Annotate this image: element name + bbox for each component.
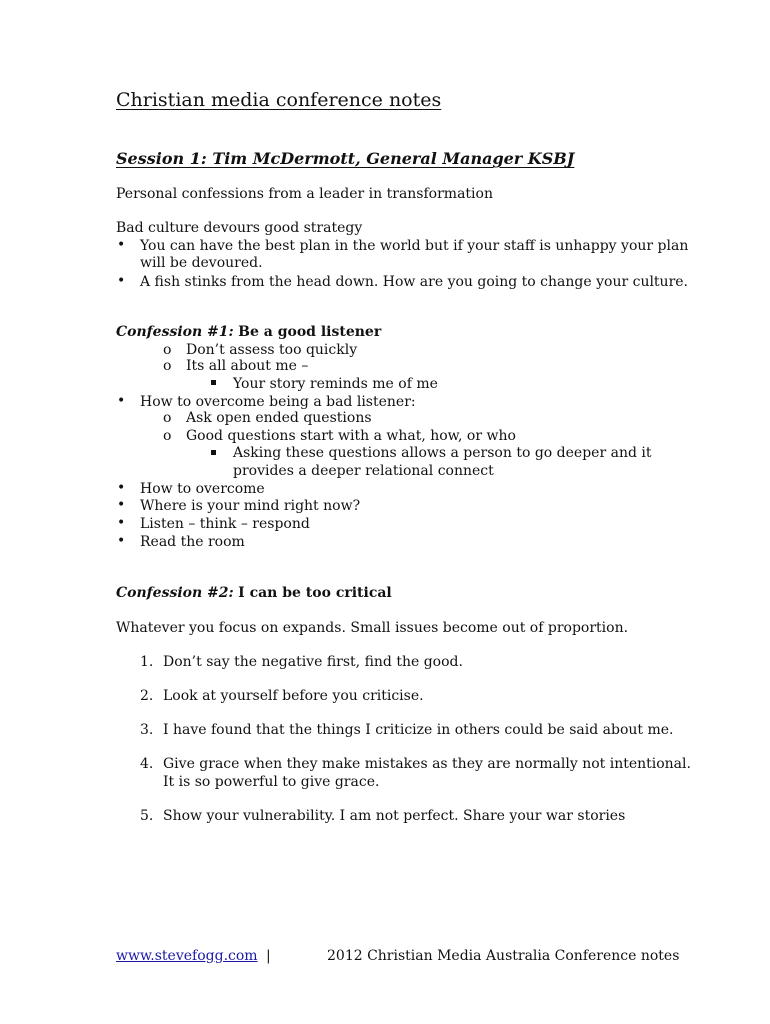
confession-2-intro: Whatever you focus on expands. Small issues become out of proportion. bbox=[116, 620, 629, 636]
footer-separator: | bbox=[266, 948, 271, 964]
intro-text: Personal confessions from a leader in transformation bbox=[116, 186, 493, 202]
culture-bullet-1-cont: will be devoured. bbox=[140, 255, 263, 271]
bullet-dot: • bbox=[117, 393, 126, 409]
circle-bullet: o bbox=[163, 410, 172, 426]
list-item: I have found that the things I criticize in others could be said about me. bbox=[163, 722, 674, 738]
bullet-item: Listen – think – respond bbox=[140, 516, 310, 532]
sub-sub-item-cont: provides a deeper relational connect bbox=[233, 463, 494, 479]
session-heading: Session 1: Tim McDermott, General Manager KSBJ bbox=[116, 149, 575, 168]
culture-heading: Bad culture devours good strategy bbox=[116, 220, 363, 236]
circle-bullet: o bbox=[163, 358, 172, 374]
confession-2-heading bbox=[116, 585, 392, 602]
culture-bullet-1: You can have the best plan in the world but if your staff is unhappy your plan bbox=[140, 238, 689, 254]
bullet-dot: • bbox=[117, 533, 126, 549]
square-bullet bbox=[211, 450, 216, 455]
circle-bullet: o bbox=[163, 342, 172, 358]
footer-note: 2012 Christian Media Australia Conference notes bbox=[327, 948, 680, 964]
confession-1-label: Confession #1: bbox=[116, 324, 234, 340]
square-bullet bbox=[211, 380, 216, 385]
culture-bullet-2: A fish stinks from the head down. How are you going to change your culture. bbox=[140, 274, 689, 290]
list-number: 2. bbox=[140, 688, 154, 704]
bullet-dot: • bbox=[117, 497, 126, 513]
bullet-item: How to overcome being a bad listener: bbox=[140, 394, 416, 410]
list-number: 4. bbox=[140, 756, 154, 772]
bullet-item: Read the room bbox=[140, 534, 245, 550]
list-number: 1. bbox=[140, 654, 154, 670]
circle-bullet: o bbox=[163, 428, 172, 444]
list-item: Look at yourself before you criticise. bbox=[163, 688, 424, 704]
bullet-dot: • bbox=[117, 273, 126, 289]
confession-2-title: I can be too critical bbox=[238, 585, 392, 601]
list-item: Show your vulnerability. I am not perfect. Share your war stories bbox=[163, 808, 626, 824]
sub-item: Good questions start with a what, how, or who bbox=[186, 428, 516, 444]
list-item: Don’t say the negative first, find the good. bbox=[163, 654, 463, 670]
confession-1-heading bbox=[116, 324, 381, 341]
list-number: 3. bbox=[140, 722, 154, 738]
bullet-dot: • bbox=[117, 480, 126, 496]
footer-link[interactable]: www.stevefogg.com bbox=[116, 948, 258, 964]
list-item: Give grace when they make mistakes as they are normally not intentional. bbox=[163, 756, 691, 772]
confession-1-title: Be a good listener bbox=[238, 324, 382, 340]
bullet-dot: • bbox=[117, 237, 126, 253]
bullet-item: Where is your mind right now? bbox=[140, 498, 361, 514]
sub-item: Don’t assess too quickly bbox=[186, 342, 358, 358]
sub-item: Its all about me – bbox=[186, 358, 309, 374]
footer-left bbox=[116, 948, 271, 965]
bullet-dot: • bbox=[117, 515, 126, 531]
sub-sub-item: Your story reminds me of me bbox=[233, 376, 438, 392]
confession-2-label: Confession #2: bbox=[116, 585, 234, 601]
bullet-item: How to overcome bbox=[140, 481, 265, 497]
list-item-cont: It is so powerful to give grace. bbox=[163, 774, 380, 790]
sub-sub-item: Asking these questions allows a person to go deeper and it bbox=[233, 445, 652, 461]
sub-item: Ask open ended questions bbox=[186, 410, 372, 426]
page-title: Christian media conference notes bbox=[116, 89, 442, 111]
list-number: 5. bbox=[140, 808, 154, 824]
